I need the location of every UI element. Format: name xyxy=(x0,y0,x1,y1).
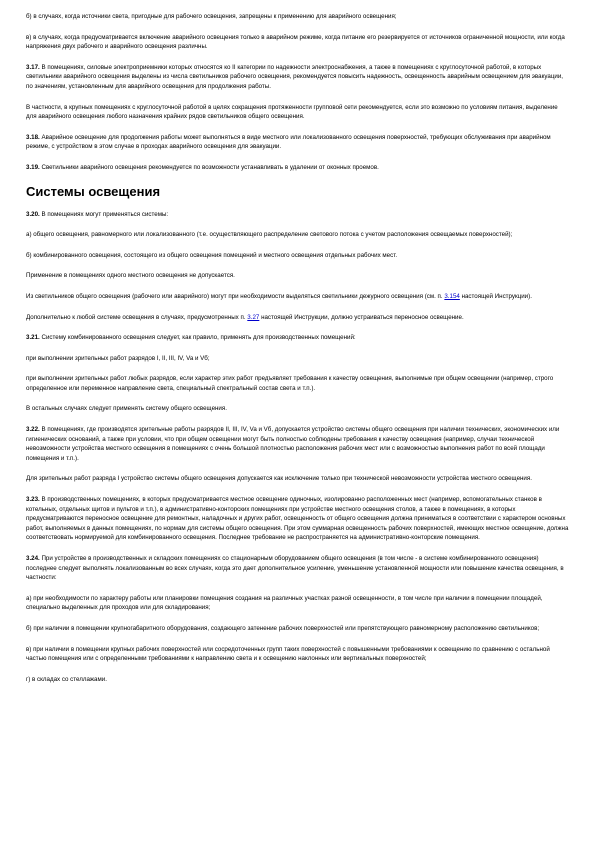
paragraph-with-link xyxy=(26,313,569,323)
paragraph-with-link xyxy=(26,292,569,302)
text: настоящей Инструкции). xyxy=(459,292,532,300)
clause-number: 3.24. xyxy=(26,555,40,562)
clause-number: 3.20. xyxy=(26,210,40,218)
clause-text: В помещениях, силовые электроприемники которых относятся ко II категории по надежности электроснабжения, а также в помещениях с круглосуточной работой, в которых светильники аварийного освещения выделены из числа светильников рабочего освещения, рекомендуется повысить надежность, освещенность аварийным освещением для эвакуации, по значениям, установленным для аварийного освещения для продолжения работы. xyxy=(26,63,564,90)
paragraph-3-17 xyxy=(26,63,569,92)
paragraph-3-24 xyxy=(26,554,569,583)
clause-link-3-154[interactable]: 3.154 xyxy=(444,292,460,300)
paragraph: а) общего освещения, равномерного или локализованного (т.е. осуществляющего распределение светового потока с учетом расположения освещаемых поверхностей); xyxy=(26,231,513,239)
clause-text: Светильники аварийного освещения рекомендуется по возможности устанавливать в удалении от оконных проемов. xyxy=(39,163,379,171)
paragraph-3-20 xyxy=(26,210,569,220)
paragraph: при выполнении зрительных работ разрядов I, II, III, IV, Va и Vб; xyxy=(26,354,210,362)
paragraph: б) в случаях, когда источники света, пригодные для рабочего освещения, запрещены к применению для аварийного освещения; xyxy=(26,13,397,20)
section-heading: Системы освещения xyxy=(26,183,161,199)
paragraph: а) при необходимости по характеру работы или планировки помещения создания на различных участках разной освещенности, в том числе при наличии в помещении площадей, специально выделенных для проходов или для складирования; xyxy=(26,594,543,612)
paragraph-3-19 xyxy=(26,163,569,173)
text: настоящей Инструкции, должно устраиваться переносное освещение. xyxy=(259,313,464,321)
clause-text: Систему комбинированного освещения следует, как правило, применять для производственных помещений: xyxy=(39,334,356,342)
paragraph: Применение в помещениях одного местного освещения не допускается. xyxy=(26,272,235,280)
clause-text: В производственных помещениях, в которых предусматривается местное освещение одиночных, изолированно расположенных мест (например, вспомогательных станков в котельных, отдельных щитов и пультов и т.п.), в административно-конторских помещениях при устройстве местного освещения столов, а также в помещениях, в которых предусматриваются переносное освещение для ремонтных, наладочных и других работ, освещенность от общего освещения должна приниматься в соответствии с характером основных работ, выполняемых в данных помещениях, по нормам для системы общего освещения. При этом суммарная освещенность рабочих поверхностей, имеющих местное освещение, должна соответствовать нормируемой для комбинированного освещения. Последнее требование не распространяется на административно-конторские помещения. xyxy=(26,496,569,542)
paragraph-3-23 xyxy=(26,495,569,543)
text: Дополнительно к любой системе освещения в случаях, предусмотренных п. xyxy=(26,313,248,321)
paragraph: В остальных случаях следует применять систему общего освещения. xyxy=(26,405,227,413)
paragraph: в) при наличии в помещении крупных рабочих поверхностей или сосредоточенных групп таких поверхностей с повышенными требованиями к освещению по сравнению с остальной частью помещения или с определенными требованиями к направлению света и к освещению наклонных или вертикальных поверхностей; xyxy=(26,645,550,663)
text: Из светильников общего освещения (рабочего или аварийного) могут при необходимости выделяться светильники дежурного освещения (см. п. xyxy=(26,292,445,300)
clause-number: 3.22. xyxy=(26,426,40,434)
clause-number: 3.21. xyxy=(26,334,40,342)
paragraph: б) комбинированного освещения, состоящего из общего освещения помещений и местного освещения отдельных рабочих мест. xyxy=(26,251,398,259)
clause-number: 3.23. xyxy=(26,496,40,504)
paragraph: при выполнении зрительных работ любых разрядов, если характер этих работ предъявляет требования к качеству освещения, выполнимые при общем освещении (например, строго определенное или переменное направление света, специальный спектральный состав света и т.п.). xyxy=(26,375,554,392)
paragraph-3-22 xyxy=(26,425,569,463)
paragraph: б) при наличии в помещении крупногабаритного оборудования, создающего затенение рабочих поверхностей или препятствующего равномерному расположению светильников; xyxy=(26,624,540,632)
clause-link-3-27[interactable]: 3.27 xyxy=(247,313,260,321)
paragraph: в) в случаях, когда предусматривается включение аварийного освещения только в аварийном режиме, когда питание его резервируется от источников ограниченной мощности, или когда напряжения двух рабочего и аварийного освещения различны. xyxy=(26,33,565,51)
paragraph-3-21 xyxy=(26,333,569,343)
clause-number: 3.17. xyxy=(26,63,40,71)
clause-text: Аварийное освещение для продолжения работы может выполняться в виде местного или локализованного освещения поверхностей, требующих обслуживания при аварийном режиме, с устройством в этом случае в проходах аварийного освещения для эвакуации. xyxy=(26,133,551,151)
clause-text: При устройстве в производственных и складских помещениях со стационарным оборудованием общего освещения (в том числе - в системе комбинированного освещения) последнее следует выполнять локализованным во всех случаях, когда это дает дополнительное усиление, уменьшение установленной мощности или повышение качества освещения, в частности: xyxy=(26,555,564,582)
paragraph-3-18 xyxy=(26,133,569,152)
clause-text: В помещениях, где производятся зрительные работы разрядов II, III, IV, Va и Vб, допускается устройство системы общего освещения при наличии технических, экономических или гигиенических оснований, а также при условии, что при общем освещении могут быть полностью соблюдены требования к качеству освещения (например, случаи технической невозможности устройства местного освещения в помещениях с очень большой плотностью расположения рабочих мест или с возможностью выполнения работ по всей площади помещения и т.п.). xyxy=(26,426,560,462)
clause-number: 3.18. xyxy=(26,133,40,141)
clause-text: В помещениях могут применяться системы: xyxy=(39,210,169,218)
paragraph: Для зрительных работ разряда I устройство системы общего освещения допускается как исключение только при технической невозможности устройства местного освещения. xyxy=(26,475,532,483)
clause-number: 3.19. xyxy=(26,163,40,171)
paragraph: В частности, в крупных помещениях с круглосуточной работой в целях сокращения протяженности групповой сети рекомендуется, если это возможно по условиям питания, выделение для аварийного освещения любого назначения крайних рядов светильников общего освещения. xyxy=(26,103,558,121)
paragraph: г) в складах со стеллажами. xyxy=(26,675,107,683)
